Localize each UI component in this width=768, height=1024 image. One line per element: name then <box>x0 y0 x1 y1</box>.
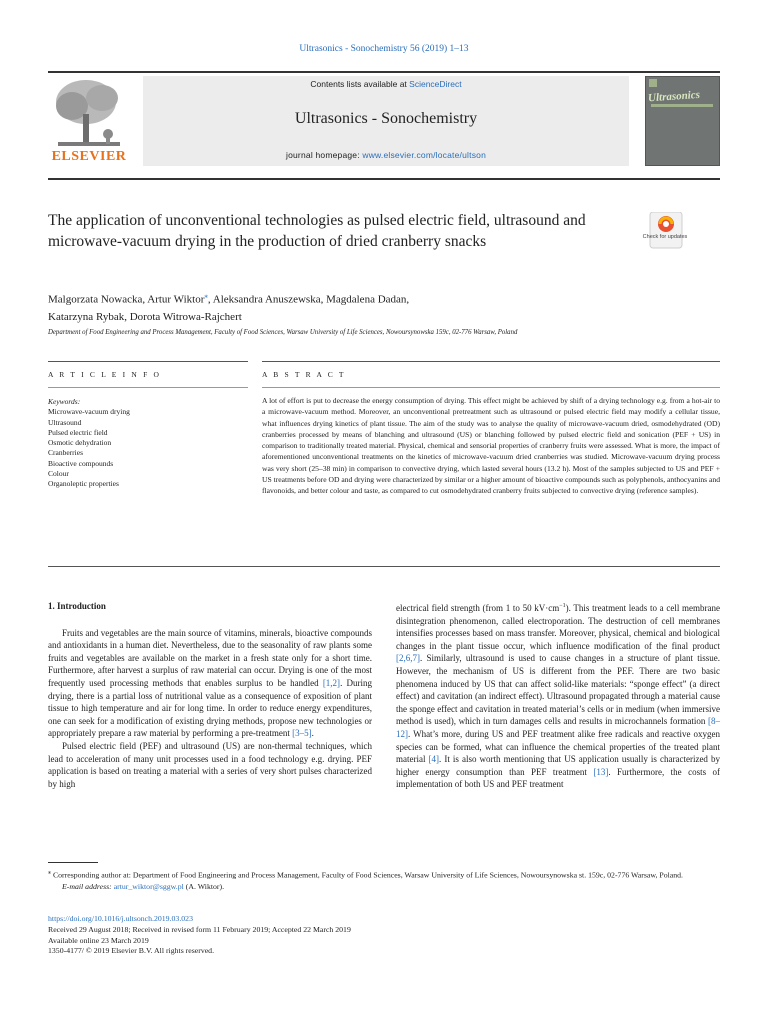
doi-link[interactable]: https://doi.org/10.1016/j.ultsonch.2019.03.023 <box>48 914 193 923</box>
header-bottom-rule <box>48 178 720 180</box>
email-suffix: (A. Wiktor). <box>183 881 225 891</box>
header-top-rule <box>48 71 720 73</box>
citation-link[interactable]: [2,6,7] <box>396 653 420 664</box>
citation-link[interactable]: [4] <box>428 754 440 765</box>
received-dates: Received 29 August 2018; Received in revised form 11 February 2019; Accepted 22 March 2019 <box>48 924 351 934</box>
abstract-text: A lot of effort is put to decrease the energy consumption of drying. This effect might be achieved by shift of a drying technology e.g. from a hot-air to a microwave-vacuum method. Moreover, an unconventional pretreatment such as ultrasound or pulsed electric field may modify a cellular tissue, what influences drying kinetics of plant tissue. The aim of the study was to analyse the quality of microwave-vacuum dried, osmodehydrated (OD) cranberries processed by means of blanching and ultrasound (US) or blanching followed by pulsed electric field and sonication (PEF + US) in comparison to traditionally treated material. Physical, chemical and sensorial properties of cranberry fruits were assessed. What is more, the impact of aforementioned unconventional treatments on the kinetics of microwave-vacuum dried cranberries was studied. Microwave-vacuum drying process was very short (25–38 min) in comparison to convective drying, which lasted several hours (13.2 h). Most of the samples subjected to US and PEF + US treatments before OD and drying were characterized by similar or a higher amount of bioactive compounds such as polyphenols, anthocyanins and flavonoids, and better colour and taste, as compared to cut osmodehydrated cranberry fruits subjected to convective drying (reference samples). <box>262 396 720 495</box>
text-run: . Similarly, ultrasound is used to cause changes in a structure of plant tissue. However, the mechanism of US is different from the PEF. There are two basic phenomena induced by US that can affect solid-like materials: “sponge effect” (a direct effect) and cavitation (an indirect effect). Ultrasound propagated through a material cause the sponge effect and cavitation in treated material’s cells or in medium (when immersive method is used), which in turn damages cells and results in microchannels formation <box>396 653 720 727</box>
footnote-text: Corresponding author at: Department of Food Engineering and Process Management, Faculty of Food Sciences, Warsaw University of Life Sciences, Nowoursynowska st. 159c, 02-776 Warsaw, Poland. <box>51 870 683 880</box>
footnote-mark: ⁎ <box>48 870 51 876</box>
check-for-updates-icon[interactable] <box>646 212 686 252</box>
body-column-left <box>48 600 372 790</box>
abstract-bottom-rule <box>48 566 720 567</box>
intro-paragraph-2: Pulsed electric field (PEF) and ultrasound (US) are non-thermal techniques, which lead to acceleration of many unit processes used in a food technology e.g. drying. PEF application is based on treating a material with a series of very short pulses characterized by high <box>48 740 372 789</box>
authors-line-2: Katarzyna Rybak, Dorota Witrowa-Rajchert <box>48 310 242 323</box>
intro-paragraph-2-cont <box>396 600 720 791</box>
keyword-item: Cranberries <box>48 448 83 458</box>
contents-prefix: Contents lists available at <box>310 79 410 89</box>
abstract-top-rule <box>262 361 720 362</box>
corresponding-author-mark[interactable]: ⁎ <box>204 292 208 300</box>
section-heading-introduction: 1. Introduction <box>48 601 106 611</box>
publication-info <box>48 914 720 957</box>
affiliation: Department of Food Engineering and Process Management, Faculty of Food Sciences, Warsaw University of Life Sciences, Nowoursynowska 159c, 02-776 Warsaw, Poland <box>48 329 518 336</box>
email-link[interactable]: artur_wiktor@sggw.pl <box>113 881 184 891</box>
corresponding-author-footnote <box>48 868 720 892</box>
keyword-item: Pulsed electric field <box>48 427 108 437</box>
keywords-block <box>48 397 248 490</box>
homepage-link[interactable]: www.elsevier.com/locate/ultson <box>362 150 486 160</box>
intro-paragraph-1 <box>48 627 372 740</box>
authors-line-1b: , Aleksandra Anuszewska, Magdalena Dadan, <box>207 293 410 306</box>
text-run: ). This treatment leads to a cell membrane disintegration phenomenon, called electroporation. The destruction of cell membranes intensifies processes based on mass transfer. Moreover, physical, chemical and biological changes in the plant tissue occur, which influence modification of the final product <box>396 603 720 651</box>
text-run: electrical field strength (from 1 to 50 kV·cm <box>396 603 560 613</box>
email-label: E-mail address: <box>62 881 114 891</box>
cover-title: Ultrasonics <box>647 88 701 105</box>
keyword-item: Organoleptic properties <box>48 479 119 489</box>
copyright: 1350-4177/ © 2019 Elsevier B.V. All rights reserved. <box>48 946 215 956</box>
text-run: . During drying, there is a partial loss of nutritional value as a consequence of exposition of plant tissue to high temperature and air for long time. In order to reduce energy expenditures, one can seek for a modification of existing drying methods, propose new technologies or appropriately prepare a raw material by performing a pre-treatment <box>48 677 372 739</box>
citation-link[interactable]: [8–12] <box>396 716 720 739</box>
citation-link[interactable]: [1,2] <box>322 677 341 688</box>
check-for-updates-label[interactable]: Check for updates <box>642 234 688 240</box>
text-run: . Furthermore, the costs of implementation of both US and PEF treatment <box>396 766 720 790</box>
sciencedirect-link[interactable]: ScienceDirect <box>409 79 462 89</box>
text-run: . What’s more, during US and PEF treatment alike free radicals and reactive oxygen species can be formed, what can influence the chemical properties of the treated plant material <box>396 728 720 765</box>
cover-strip <box>651 104 713 107</box>
keyword-item: Bioactive compounds <box>48 458 114 468</box>
authors-line-1: Malgorzata Nowacka, Artur Wiktor <box>48 293 205 306</box>
footnote-rule <box>48 862 98 863</box>
text-run: . It is also worth mentioning that US application usually is characterized by higher energy consumption than PEF treatment <box>396 754 720 777</box>
cover-logo-icon <box>649 79 657 87</box>
abstract-heading: A B S T R A C T <box>262 370 346 379</box>
homepage-line <box>143 150 629 160</box>
text-run: Fruits and vegetables are the main source of vitamins, minerals, bioactive compounds and antioxidants in a human diet. Nevertheless, due to the seasonality of raw plants some fruits and vegetables are available on the market in a fresh state only for a short time. Furthermore, after harvest a surplus of raw material can occur. Drying is one of the most frequently used processing methods that enables surplus to be handled <box>48 627 372 688</box>
keyword-item: Microwave-vacuum drying <box>48 407 130 417</box>
keywords-label: Keywords: <box>48 397 81 406</box>
available-online: Available online 23 March 2019 <box>48 935 149 945</box>
text-run: . <box>311 728 314 739</box>
body-column-right <box>396 600 720 791</box>
citation-link[interactable]: [3–5] <box>292 728 312 739</box>
article-info-mid-rule <box>48 387 248 388</box>
journal-name: Ultrasonics - Sonochemistry <box>294 110 478 127</box>
abstract-mid-rule <box>262 387 720 388</box>
article-title: The application of unconventional technologies as pulsed electric field, ultrasound and microwave-vacuum drying in the production of dried cranberry snacks <box>48 212 586 250</box>
keyword-item: Ultrasound <box>48 417 82 427</box>
journal-citation-link[interactable]: Ultrasonics - Sonochemistry 56 (2019) 1–13 <box>299 44 469 54</box>
keyword-item: Osmotic dehydration <box>48 438 112 448</box>
author-list <box>48 288 608 326</box>
keyword-item: Colour <box>48 469 69 479</box>
elsevier-wordmark: ELSEVIER <box>51 149 127 164</box>
citation-link[interactable]: [13] <box>593 766 609 777</box>
contents-line <box>143 79 629 89</box>
homepage-prefix: journal homepage: <box>285 150 363 160</box>
superscript: −1 <box>559 603 566 609</box>
article-info-heading: A R T I C L E I N F O <box>48 370 162 379</box>
article-info-top-rule <box>48 361 248 362</box>
